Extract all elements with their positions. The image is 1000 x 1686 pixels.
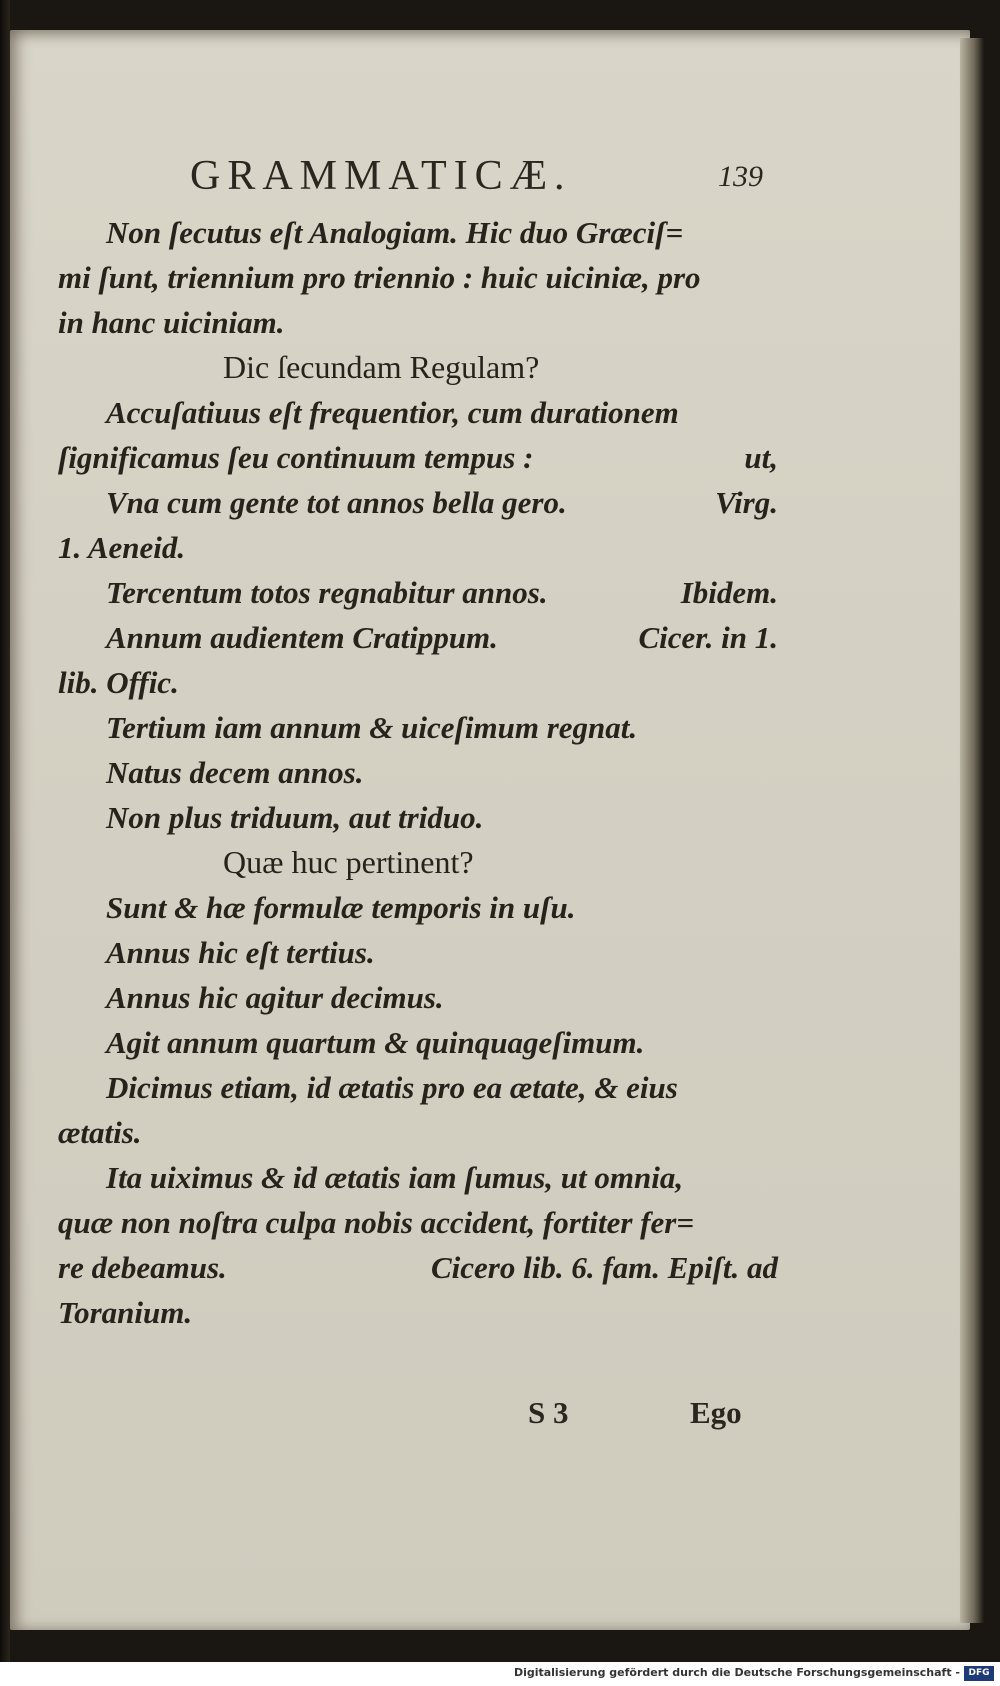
line-text: Annus hic eſt tertius. bbox=[106, 935, 375, 970]
line-text: in hanc uiciniam. bbox=[58, 305, 285, 340]
page-header bbox=[0, 152, 1000, 202]
line-text: mi ſunt, triennium pro triennio : huic uiciniæ, pro bbox=[58, 260, 701, 295]
text-line bbox=[58, 300, 778, 345]
line-text: Tertium iam annum & uiceſimum regnat. bbox=[106, 710, 638, 745]
text-line bbox=[58, 705, 778, 750]
main-text bbox=[58, 210, 778, 1335]
text-line bbox=[58, 1155, 778, 1200]
line-text: Annum audientem Cratippum. bbox=[106, 620, 498, 655]
text-line bbox=[58, 930, 778, 975]
text-line bbox=[58, 795, 778, 840]
line-text: re debeamus. bbox=[58, 1250, 227, 1285]
catchword: Ego bbox=[690, 1395, 742, 1430]
text-line bbox=[58, 975, 778, 1020]
line-text: Agit annum quartum & quinquageſimum. bbox=[106, 1025, 645, 1060]
text-line bbox=[58, 345, 778, 390]
funding-credit: Digitalisierung gefördert durch die Deutsche Forschungsgemeinschaft - bbox=[513, 1666, 960, 1679]
line-text: 1. Aeneid. bbox=[58, 530, 186, 565]
text-line bbox=[58, 615, 778, 660]
line-text: Ita uiximus & id ætatis iam ſumus, ut omnia, bbox=[106, 1160, 684, 1195]
page-right-edge bbox=[960, 38, 984, 1623]
text-line bbox=[58, 1020, 778, 1065]
marginal-reference: Cicero lib. 6. fam. Epiſt. ad bbox=[430, 1250, 778, 1285]
marginal-reference: Cicer. in 1. bbox=[638, 620, 778, 655]
text-line bbox=[58, 1065, 778, 1110]
marginal-reference: Virg. bbox=[715, 485, 778, 520]
dfg-logo-icon: DFG bbox=[964, 1666, 994, 1681]
text-line bbox=[58, 1200, 778, 1245]
line-text: lib. Offic. bbox=[58, 665, 179, 700]
line-text: Sunt & hæ formulæ temporis in uſu. bbox=[106, 890, 576, 925]
line-text: Annus hic agitur decimus. bbox=[106, 980, 444, 1015]
text-line bbox=[58, 390, 778, 435]
line-text: Tercentum totos regnabitur annos. bbox=[106, 575, 548, 610]
text-line bbox=[58, 1290, 778, 1335]
text-line bbox=[58, 435, 778, 480]
line-text: Vna cum gente tot annos bella gero. bbox=[106, 485, 567, 520]
running-head: GRAMMATICÆ. bbox=[190, 153, 572, 199]
text-line bbox=[58, 570, 778, 615]
text-line bbox=[58, 1110, 778, 1155]
signature-mark: S 3 bbox=[528, 1395, 569, 1430]
text-line bbox=[58, 660, 778, 705]
text-line bbox=[58, 840, 778, 885]
line-text: Quæ huc pertinent? bbox=[223, 844, 474, 880]
digitization-footer bbox=[0, 1662, 1000, 1686]
text-line bbox=[58, 210, 778, 255]
line-text: Dic ſecundam Regulam? bbox=[223, 349, 540, 385]
line-text: Non plus triduum, aut triduo. bbox=[106, 800, 484, 835]
text-line bbox=[58, 750, 778, 795]
line-text: Toranium. bbox=[58, 1295, 193, 1330]
text-line bbox=[58, 480, 778, 525]
line-text: quæ non noſtra culpa nobis accident, fortiter fer= bbox=[58, 1205, 694, 1240]
text-line bbox=[58, 885, 778, 930]
line-text: Non ſecutus eſt Analogiam. Hic duo Græciſ= bbox=[106, 215, 684, 250]
marginal-reference: ut, bbox=[744, 440, 778, 475]
line-text: Accuſatiuus eſt frequentior, cum durationem bbox=[106, 395, 679, 430]
line-text: ſignificamus ſeu continuum tempus : bbox=[58, 440, 534, 475]
line-text: Natus decem annos. bbox=[106, 755, 364, 790]
line-text: ætatis. bbox=[58, 1115, 142, 1150]
line-text: Dicimus etiam, id ætatis pro ea ætate, & eius bbox=[106, 1070, 678, 1105]
page-number: 139 bbox=[718, 160, 763, 193]
text-line bbox=[58, 1245, 778, 1290]
marginal-reference: Ibidem. bbox=[680, 575, 778, 610]
text-line bbox=[58, 255, 778, 300]
text-line bbox=[58, 525, 778, 570]
signature-row bbox=[0, 1395, 1000, 1445]
